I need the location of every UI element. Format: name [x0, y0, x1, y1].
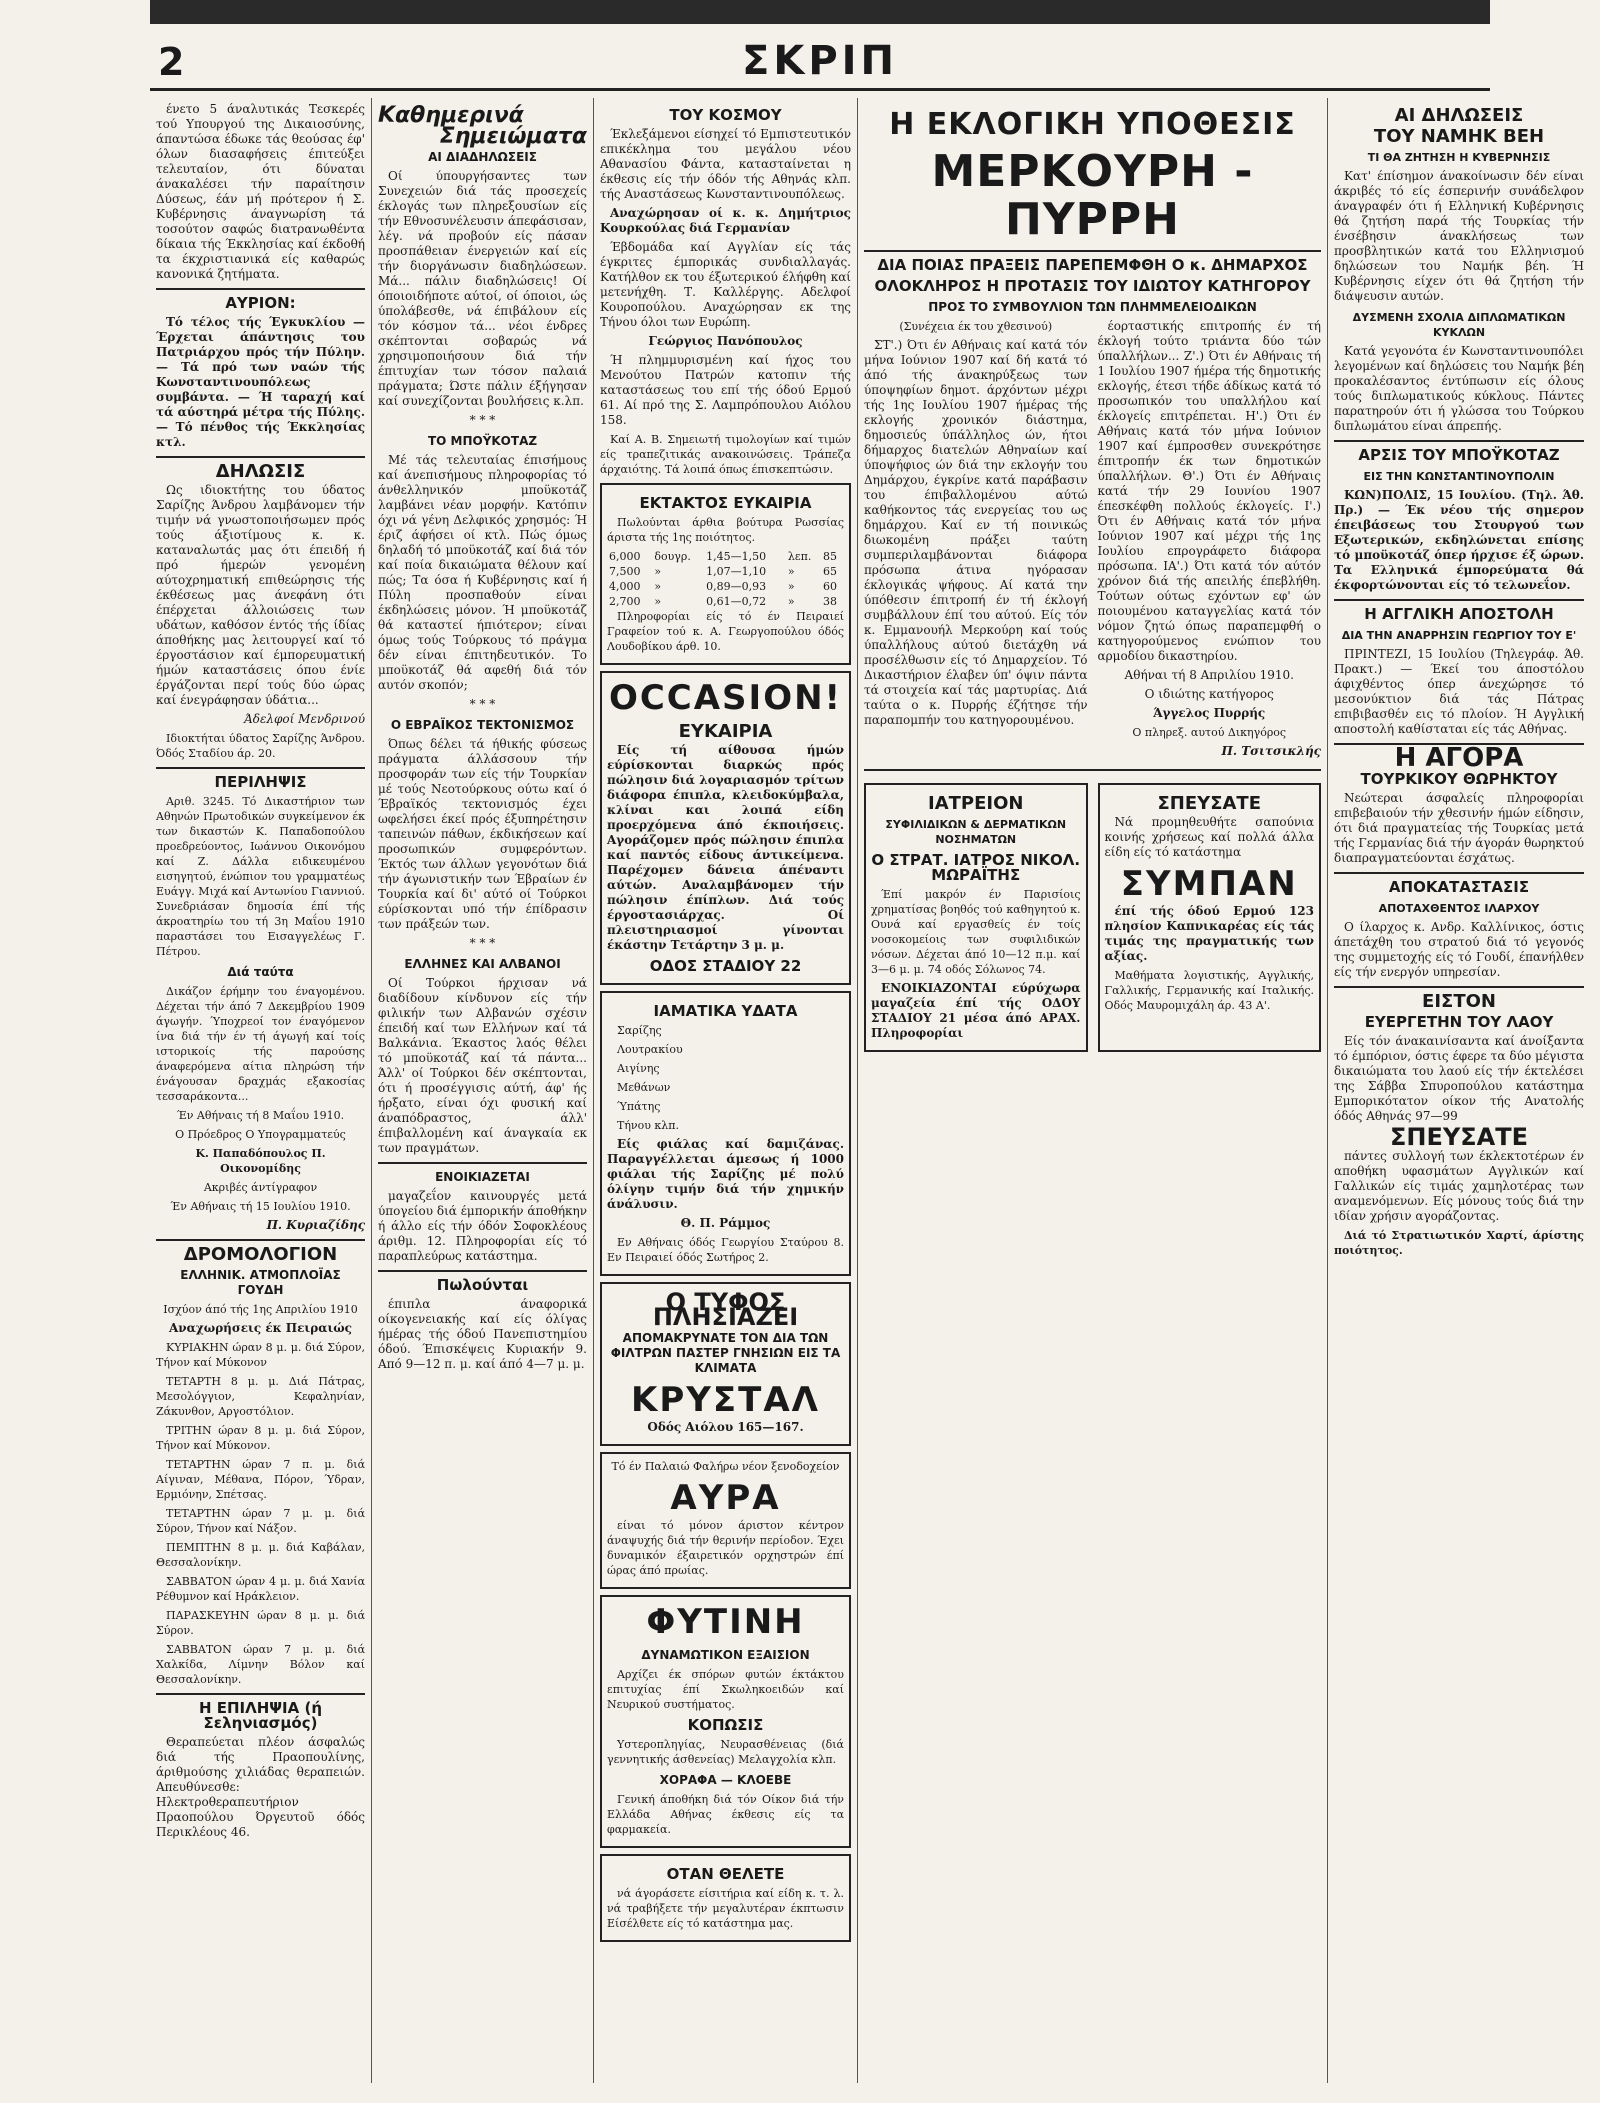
- arsis-text: ΚΩΝ)ΠΟΛΙΣ, 15 Ιουλίου. (Τηλ. Άθ. Πρ.) — Έκ νέου τής σημερον έπειβάσεως του Στουργού των Εξωτερικών, εκδηλώνεται επίσης τό μποϋκοτάζ όπερ ήρχισε έξ ώρων. Τα Ελληνικά έμπορεύματα θά έκφορτώνονται είς τό τελωνεΐον.: [1334, 488, 1584, 592]
- tou-kosmou-text: Έκλεξάμενοι είσηχεί τό Εμπιστευτικόν επικέκλημα του μεγάλου νέου Αθανασίου Φάντα, κατασταίνεται η έκθεσις είς τήν όδόν τής Αθηνάς κλπ. τής Αναστάσεως Κωνσταντινουπόλεως.: [600, 127, 851, 201]
- polountai-heading: Πωλούνται: [436, 1276, 529, 1294]
- column-2: [372, 98, 594, 2083]
- evraikos-text: Όπως δέλει τά ήθικής φύσεως πράγματα άλλάσσουν τήν προσφοράν των είς τήν Τουρκίαν μέ τούς Νεοτούρκους ούτω καί ό Έβραϊκός τεκτονισμός έχει ωφελήσει έκεί πρός έξυπηρέτησιν ταπεινών πάθων, έκδικήσεων καί προσωπικών συμφερόντων. Έκτός των άλλων γεγονότων διά τήν άγωνιστικήν των Έβραίων έν Τουρκία καί δι' αύτό οί Τούρκοι εύρίσκονται υπό τήν έπίδρασιν των πράξεών των.: [378, 737, 587, 931]
- schedule-item: ΤΕΤΑΡΤΗΝ ώραν 7 μ. μ. διά Σύρον, Τήνον καί Νάξον.: [156, 1507, 365, 1535]
- apokatastasis-text: Ο ίλαρχος κ. Ανδρ. Καλλίνικος, όστις άπετάχθη του στρατού διά τό γεγονός της συμμετοχής είς τό Γουδί, έπανήλθεν είς τήν ενεργόν υπηρεσίαν.: [1334, 920, 1584, 979]
- schedule-item: ΠΑΡΑΣΚΕΥΗΝ ώραν 8 μ. μ. διά Σύρον.: [156, 1609, 365, 1637]
- epilipsia-text: Θεραπεύεται πλέον άσφαλώς διά τής Πραοπουλίνης, άριθμούσης χιλιάδας θεραπειών. Απευθύνεσθε: Ηλεκτροθεραπευτήριον Πραοπούλου Όργευτοῦ όδός Περικλέους 46.: [156, 1735, 365, 1839]
- occasion-ad: [600, 671, 851, 985]
- divider: [378, 1162, 587, 1164]
- mathimata-text: Μαθήματα λογιστικής, Αγγλικής, Γαλλικής, Γερμανικής καί Ιταλικής. Οδός Μαυρομιχάλη άρ. 43 Α'.: [1104, 969, 1314, 1012]
- iatreion-ad: [864, 783, 1088, 1052]
- panopoulos-name: Γεώργιος Πανόπουλος: [648, 334, 803, 348]
- anaxorisan-heading: Αναχώρησαν οί κ. κ. Δημήτριος Κουρκούλας διά Γερμανίαν: [600, 206, 851, 235]
- enoikiazetai-text: μαγαζεΐον καινουργές μετά ύπογείου διά έμπορικήν άποθήκην ή άλλο είς τήν όδόν Σοφοκλέους άριθμ. 12. Πληροφορίαι είς τό παραπλεύρως κατάστημα.: [378, 1189, 587, 1263]
- dromologion-heading: ΔΡΟΜΟΛΟΓΙΟΝ: [183, 1244, 338, 1265]
- masthead-title: ΣΚΡΙΠ: [742, 38, 898, 84]
- speusate-text: πάντες συλλογή των έκλεκτοτέρων έν αποθήκη υφασμάτων Αγγλικών καί Γαλλικών είς τιμάς χαμηλοτέρας των αναμενόμενων. Είς μόνους τούς διά την ιδίαν χρήσιν αγοράζοντας.: [1334, 1149, 1584, 1223]
- dia-tauta-heading: Διά ταύτα: [227, 965, 294, 979]
- tyfos-heading: Ο ΤΥΦΟΣ ΠΛΗΣΙΑΖΕΙ: [652, 1288, 799, 1331]
- avrion-text: Τό τέλος τής Έγκυκλίου — Έρχεται άπάντησις του Πατριάρχου πρός τήν Πύλην. — Τά πρό των ναών τής Κωνσταντινουπόλεως συμβάντα. — Ή ταραχή καί τά αύστηρά μέτρα τής Πύλης. — Τό πένθος τής Έκκλησίας κτλ.: [156, 315, 365, 449]
- agora-text: Νεώτεραι άσφαλείς πληροφορίαι επιβεβαιούν τήν χθεσινήν ήμών είδησιν, ότι διά πραγματείας τής Τουρκίας μετά τής Γερμανίας διά τήν άγοράν θωρηκτού διαπραγματεύονται έσχάτως.: [1334, 791, 1584, 865]
- tou-kosmou-heading: ΤΟΥ ΚΟΣΜΟΥ: [669, 106, 782, 124]
- divider: [156, 456, 365, 458]
- schedule-item: ΣΑΒΒΑΤΟΝ ώραν 7 μ. μ. διά Χαλκίδα, Λίμνην Βόλον καί Θεσσαλονίκην.: [156, 1643, 365, 1686]
- perilipsis-heading: ΠΕΡΙΛΗΨΙΣ: [214, 773, 307, 791]
- address: Ιδιοκτήται ύδατος Σαρίζης Άνδρου. Όδός Σταδίου άρ. 20.: [156, 732, 365, 760]
- aggliki-text: ΠΡΙΝΤΕΖΙ, 15 Ιουλίου (Τηλεγράφ. Άθ. Πρακτ.) — Έκεί του άποστόλου άφιχθέντος όπερ άνεχώρησε τό μεσονύκτιον διά τάς Πάτρας επιβιβασθέν εις τό πλοίον. Ή Αγγλική αποστολή καθίσταται είς τάς Αθήνας.: [1334, 647, 1584, 736]
- sumplirosi-text: Ή πλημμυρισμένη καί ήχος του Μενούτου Πατρών κατοπιν τής καταστάσεως του επί τής όδού Ερμού 61. Αί πρό της Σ. Λαμπρόπουλου Αιόλου 158.: [600, 353, 851, 427]
- iamatika-ad: [600, 991, 851, 1276]
- otan-heading: ΟΤΑΝ ΘΕΛΕΤΕ: [666, 1865, 785, 1883]
- sign-date: Αθήναι τή 8 Απριλίου 1910.: [1124, 668, 1294, 682]
- divider: [156, 288, 365, 290]
- article-right-text: έορταστικής επιτροπής έν τή έκλογή τούτο τριάντα δύο τών ύπαλλήλων... Ζ'.) Ότι έν Αθήναις τή 1 Ιουλίου 1907 ήμέρα τής δημοτικής εκλογής, έτεσι τήδε άδίκως κατά τό προσωπικόν του υπαλλήλου καί έκλογείς επιτρέπεται. Η'.) Ότι έν Αθήναις κατά τόν μήνα Ιούνιον 1907 καί έμπροσθεν συνεκρότησε έπιτροπήν έκ των δημοτικών ύπαλλήλων. Θ'.) Ότι έν Αθήναις κατά τήν 29 Ιουνίου 1907 έπεσκέφθη πολλούς έκλογείς. Ι'.) Ότι έν Αθήναις κατά τόν μήνα Ιούνιον 1907 καί μέχρι τής 1ης Ιουλίου επρογράφετο διάφορα πρόσωπα. ΙΑ'.) Ότι κατά τόν αύτόν χρόνον διά τής απειλής έπεβλήθη. Τούτων ούτως εχόντων εφ' ών ποιουμένου καταγγελίας κατά τόν νόμον ζητώ όπως παραπεμφθή ο κατηγορούμενος ενώπιον του αρμοδίου δικαστηρίου.: [1097, 319, 1321, 663]
- odos-stadiou: ΟΔΟΣ ΣΤΑΔΙΟΥ 22: [649, 957, 802, 975]
- tyfos-ad: [600, 1282, 851, 1446]
- mpoukotas-heading: ΤΟ ΜΠΟΫΚΟΤΑΖ: [427, 434, 538, 448]
- krystal-address: Οδός Αιόλου 165—167.: [647, 1420, 804, 1434]
- oikonomiki-text: Καί Α. Β. Σημειωτή τιμολογίων καί τιμών είς τραπεζιτικάς ανακοινώσεις. Τράπεζα άρχαιότης. Τά λοιπά όπως έπισκεπτώσιν.: [600, 433, 851, 476]
- dromologion-date: Ισχύον άπό τής 1ης Απριλίου 1910: [163, 1303, 358, 1316]
- epilipsia-heading: Η ΕΠΙΛΗΨΙΑ (ή Σεληνιασμός): [198, 1699, 322, 1732]
- fytini-ad: [600, 1595, 851, 1848]
- eiston-text: Είς τόν άνακαινίσαντα καί άνοίξαντα τό έμπόριον, όστις έφερε τα δύο μέγιστα δικαιώματα του λαού είς τήν έκτελέσει της Σάββα Σπυροπούλου κατάστημα Εμπορικότατον οίκον τής Ανατολής όδός Αθηνάς 97—99: [1334, 1034, 1584, 1123]
- divider: [156, 1239, 365, 1241]
- occasion-title: OCCASION!: [608, 678, 843, 718]
- iamatika-item: Λουτρακίου: [617, 1043, 683, 1056]
- atra-title: ΑΥΡΑ: [670, 1478, 781, 1518]
- atra-text: είναι τό μόνον άριστον κέντρον άναψυχής διά τήν θερινήν περίοδον. Έχει δυναμικόν έξαιρετικόν ορχηστρών έπί ώρας άπό πρωίας.: [607, 1519, 844, 1577]
- doctor-text: Έπί μακρόν έν Παρισίοις χρηματίσας βοηθός τού καθηγητού κ. Ουνά καί εργασθείς έν τοίς νοσοκομείοις των συφιλιδικών νόσων. Δέχεται άπό 10—12 π.μ. καί 3—6 μ. μ. 74 οδός Σόλωνος 74.: [871, 888, 1081, 976]
- copy-note: Ακριβές άντίγραφον: [203, 1181, 318, 1194]
- eukairia-title: ΕΥΚΑΙΡΙΑ: [678, 721, 773, 742]
- asterisk-divider: * * *: [469, 413, 496, 427]
- iamatika-item: Αιγίνης: [617, 1062, 660, 1075]
- top-black-bar: [150, 0, 1490, 24]
- asterisk-divider: * * *: [469, 936, 496, 950]
- divider: [864, 769, 1321, 771]
- continued-note: (Συνέχεια έκ του χθεσινού): [899, 320, 1053, 333]
- doctor-name: Ο ΣΤΡΑΤ. ΙΑΤΡΟΣ ΝΙΚΟΛ. ΜΩΡΑΪΤΗΣ: [871, 851, 1081, 884]
- ektaktos-text: Πωλούνται άρθια βούτυρα Ρωσσίας άριστα τής 1ης ποιότητος.: [607, 516, 844, 544]
- perilipsis-text: Αριθ. 3245. Τό Δικαστήριον των Αθηνών Πρωτοδικών συγκείμενον έκ των δικαστών Κ. Παπαδοπούλου προεδρεύοντος, Ιωάννου Οικονόμου καί Ζ. Δάλλα ειδικευμένου εισηγητού, ένώπιον του γραμματέως Ευάγγ. Μιχά καί Αντωνίου Γιαννιού. Συνεδριάσαν δημοσία έπί τής άκροατηρίω του τή 3η Μαΐου 1910 παραστάσει του Εισαγγελέως Γ. Πέτρου.: [156, 795, 365, 958]
- article-body: [864, 319, 1321, 763]
- kathimerina-heading: Καθημερινά: [378, 103, 524, 128]
- schedule-list: [156, 1340, 365, 1687]
- krystal-title: ΚΡΥΣΤΑΛ: [631, 1380, 820, 1420]
- simeiomata-heading: Σημειώματα: [439, 124, 587, 149]
- tailor-text: Διά τό Στρατιωτικόν Χαρτί, άρίστης ποιότητος.: [1334, 1229, 1584, 1257]
- avrion-heading: ΑΥΡΙΟΝ:: [225, 294, 296, 312]
- otan-text: νά άγοράσετε είσιτήρια καί είδη κ. τ. λ. νά τραβήξετε τήν μεγαλυτέραν έκπτωσιν Είσέλθετε είς τό κατάστημα μας.: [607, 1887, 844, 1930]
- iamatika-text: Είς φιάλας καί δαμιζάνας. Παραγγέλλεται άμεσως ή 1000 φιάλαι τής Σαρίζης μέ πολύ όλίγην τιμήν διά τήν χημικήν άνάλυσιν.: [607, 1137, 844, 1211]
- intro-text: ένετο 5 άναλυτικάς Τεσκερές τού Υπουργού της Δικαιοσύνης, άπαντώσα έδωκε τάς θεούσας έφ' όλων διασαφήσεις έπιτεύξει τελευταίον, ότι δύναται άνακαλέσει τήν παραίτησιν Δύσεως, έάν μή πρότερον ή Σ. Κυβέρνησις άναγνωρίση τά τοσούτον σαφώς διατρανωθέντα δίκαια τής Έκκλησίας καί έκδοθή τα έκχριστιανικά είς καθαρώς κανονικά ζητήματα.: [156, 102, 365, 281]
- ektaktos-ad: [600, 483, 851, 665]
- ellines-heading: ΕΛΛΗΝΕΣ ΚΑΙ ΑΛΒΑΝΟΙ: [404, 957, 561, 971]
- lawyer-name: Π. Κυριαζίδης: [266, 1218, 365, 1232]
- bottom-ads: [864, 777, 1321, 1058]
- official-names: Κ. Παπαδόπουλος Π. Οικονομίδης: [195, 1147, 326, 1175]
- eiston-subheading: ΕΥΕΡΓΕΤΗΝ ΤΟΥ ΛΑΟΥ: [1364, 1013, 1554, 1031]
- schedule-item: ΤΕΤΑΡΤΗ 8 μ. μ. Διά Πάτρας, Μεσολόγγιον, Κεφαληνίαν, Ζάκυνθον, Αργοστόλιον.: [156, 1375, 365, 1418]
- atra-pre: Τό έν Παλαιώ Φαλήρω νέον ξενοδοχείον: [611, 1460, 840, 1473]
- arsis-subheading: ΕΙΣ ΤΗΝ ΚΩΝΣΤΑΝΤΙΝΟΥΠΟΛΙΝ: [1363, 470, 1555, 483]
- namik-heading: ΤΟΥ ΝΑΜΗΚ ΒΕΗ: [1373, 126, 1545, 147]
- divider: [1334, 599, 1584, 601]
- apokatastasis-subheading: ΑΠΟΤΑΧΘΕΝΤΟΣ ΙΛΑΡΧΟΥ: [1378, 902, 1540, 915]
- namik-subheading: ΤΙ ΘΑ ΖΗΤΗΣΗ Η ΚΥΒΕΡΝΗΣΙΣ: [1367, 151, 1551, 164]
- atra-ad: [600, 1452, 851, 1589]
- dilosis-text: Ως ιδιοκτήτης του ύδατος Σαρίζης Άνδρου λαμβάνομεν τήν τιμήν νά γνωστοποιήσωμεν πρός τούς άξιοτίμους κ. κ. καταναλωτάς μας ότι έπειδή ή πρό ήμερών γενομένη αύτοχρηματική επιθεώρησις τής έκθέσεως μας άνεφάνη ότι έπέρχεται άλλοιώσεις των υδάτων, καθόσον έντός τής ίδίας άποθήκης μας λειτουργεί καί τό έργοστάσιον καί έμπορευματική ήμών καταστάσεις όπου ένίε έργάζονται περί τούς δύο ώρας καί ένεγράφησαν ύδάτια...: [156, 483, 365, 707]
- schedule-item: ΤΡΙΤΗΝ ώραν 8 μ. μ. διά Σύρον, Τήνον καί Μύκονον.: [156, 1424, 365, 1452]
- column-4: [858, 98, 1328, 2083]
- anaxorisan-text: Έβδομάδα καί Αγγλίαν είς τάς έγκριτες έμπορικάς συνδιαλλαγάς. Κατήλθον εκ του έξωτερικού έλήφθη καί μετενήχθη. Τ. Καλλέργης. Αδελφοί Κουροπούλου. Αναχώρησαν εκ της Τήνου όλοι των Ευρώπη.: [600, 240, 851, 329]
- rammos-name: Θ. Π. Ράμμος: [680, 1216, 771, 1230]
- koposis-text: Υστεροπληγίας, Νευρασθένειας (διά γεννητικής άσθενείας) Μελαγχολία κλπ.: [607, 1738, 844, 1766]
- date-2: Έν Αθήναις τή 15 Ιουλίου 1910.: [170, 1200, 351, 1213]
- polountai-text: έπιπλα άναφορικά οίκογενειακής καί είς όλίγας ήμέρας τής όδού Πανεπιστημίου όδού. Έπισκέψεις Κυριακήν 9. Από 9—12 π. μ. καί άπό 4—7 μ. μ.: [378, 1297, 587, 1371]
- schedule-item: ΠΕΜΠΤΗΝ 8 μ. μ. διά Καβάλαν, Θεσσαλονίκην.: [156, 1541, 365, 1569]
- article-left-column: [864, 319, 1088, 763]
- fytini-text: Αρχίζει έκ σπόρων φυτών έκτάκτου επιτυχίας έπί Σκωληκοειδών καί Νευρικού συστήματος.: [607, 1668, 844, 1711]
- main-headline: Η ΕΚΛΟΓΙΚΗ ΥΠΟΘΕΣΙΣ: [889, 107, 1296, 142]
- dysmeni-text: Κατά γεγονότα έν Κωνσταντινουπόλει λεγομένων καί δηλώσεις του Ναμήκ βέη προκαλέσαντος έντύπωσιν είς όλους τούς διπλωματικούς κύκλους. Πάντες παρατηρούν ότι ή γλώσσα του Τούρκου διπλωμάτου είναι άπρεπής.: [1334, 344, 1584, 433]
- page-header: [150, 38, 1490, 91]
- speusate-heading: ΣΠΕΥΣΑΤΕ: [1390, 1123, 1528, 1151]
- speusate-heading: ΣΠΕΥΣΑΤΕ: [1157, 793, 1261, 814]
- apokatastasis-heading: ΑΠΟΚΑΤΑΣΤΑΣΙΣ: [1388, 878, 1530, 896]
- page-number: 2: [158, 40, 185, 84]
- lawyer-name: Π. Τσιτσικλής: [1221, 744, 1321, 758]
- enoikiazontai-text: ΕΝΟΙΚΙΑΖΟΝΤΑΙ εύρύχωρα μαγαζεία έπί τής ΟΔΟΥ ΣΤΑΔΙΟΥ 21 μέσα άπό ΑΡΑΧ. Πληροφορίαι: [871, 981, 1081, 1040]
- iamatika-item: Ύπάτης: [617, 1100, 661, 1113]
- iatreion-heading: ΙΑΤΡΕΙΟΝ: [928, 793, 1024, 814]
- prices-note: Πληροφορίαι είς τό έν Πειραιεί Γραφείον τού κ. Α. Γεωργοπούλου όδός Λουδοβίκου άρθ. 10.: [607, 610, 844, 653]
- main-headline-names: ΜΕΡΚΟΥΡΗ - ΠΥΡΡΗ: [931, 146, 1254, 245]
- table-row: 6,000 δουγρ. 1,45—1,50 λεπ. 85: [609, 550, 837, 563]
- dromologion-subheading: ΕΛΛΗΝΙΚ. ΑΤΜΟΠΛΟΪΑΣ ΓΟΥΔΗ: [180, 1268, 341, 1297]
- arsis-heading: ΑΡΣΙΣ ΤΟΥ ΜΠΟΫΚΟΤΑΖ: [1358, 446, 1560, 464]
- aggliki-heading: Η ΑΓΓΛΙΚΗ ΑΠΟΣΤΟΛΗ: [1364, 605, 1554, 623]
- divider: [156, 767, 365, 769]
- lawyer-label: Ο πληρεξ. αυτού Δικηγόρος: [1132, 726, 1287, 739]
- ektaktos-heading: ΕΚΤΑΚΤΟΣ ΕΥΚΑΙΡΙΑ: [639, 494, 812, 512]
- evraikos-heading: Ο ΕΒΡΑΪΚΟΣ ΤΕΚΤΟΝΙΣΜΟΣ: [390, 718, 575, 732]
- iamatika-heading: ΙΑΜΑΤΙΚΑ ΥΔΑΤΑ: [653, 1002, 798, 1020]
- article-left-text: ΣΤ'.) Ότι έν Αθήναις καί κατά τόν μήνα Ιούνιον 1907 καί δή κατά τό άπό τής άνακηρύξεως των ύποψηφίων δημοτ. άρχόντων μέχρι τής 1ης Ιουλίου 1907 ήμέρας τής εκλογής χρονικόν διάστημα, δημοσιεύς ύπάλληλος ών, ήτοι δήμαρχος διατελών Αθηναίων καί ύποψήφιος ών διά την εκλογήν του Δημάρχου, έγκρίνε κατά παράβασιν του έπιβαλλομένου αύτώ καθήκοντος τάς ενεργείας του ως δημάρχου. Καί εν τή ποινικώς διωκομένη πράξει ταύτη συμπεριλαμβάνονται διάφορα πρόσωπα άτινα ηγόρασαν έκλογικάς ψήφους. Αί κατά την ύπόθεσιν έπιτροπή έν τή έκλογή συμβάλλουν έπί του αύτού. Είς τόν κ. Εμμανουήλ Μερκούρη καί τούς ύπαλλήλους αύτού διετάχθη νά προσέλθωσιν είς τό Δημαρχείον. Τό Δικαστήριον έλαβεν ύπ' όψιν πάντα τά στοιχεία καί τάς μαρτυρίας. Διά ταύτα ο κ. Πυρρής έζήτησε τήν παραπομπήν του κατηγορουμένου.: [864, 338, 1088, 727]
- kloeve-title: ΧΟΡΑΦΑ — ΚΛΟΕΒΕ: [659, 1773, 792, 1787]
- subheadline-2: ΟΛΟΚΛΗΡΟΣ Η ΠΡΟΤΑΣΙΣ ΤΟΥ ΙΔΙΩΤΟΥ ΚΑΤΗΓΟΡΟΥ: [874, 277, 1311, 295]
- occasion-text: Είς τή αίθουσα ήμών εύρίσκονται διαρκώς πρός πώλησιν διά λογαριασμόν τρίτων διάφορα έπιπλα, κλειδοκύμβαλα, κλίναι και λοιπά είδη προερχόμενα άπό έκποιήσεις. Αγοράζομεν πρός πώλησιν έπιπλα καί παντός είδους άντικείμενα. Παρέχομεν δάνεια άπέναντι αύτών. Αναλαμβάνομεν τήν πώλησιν έπίπλων. Διά τούς έργοστασιάρχας. Οί πλειστηριασμοί γίνονται έκάστην Τετάρτην 3 μ. μ.: [607, 743, 844, 952]
- divider: [378, 1270, 587, 1272]
- ellines-text: Οί Τούρκοι ήρχισαν νά διαδίδουν κίνδυνον είς τήν φιλικήν των Αλβανών σχέσιν έπειδή καί των Ελλήνων καί τά Βαλκάνια. Έκαστος λαός θέλει τό μποϋκοτάζ καί τά πάντα... Άλλ' οί Τούρκοι δέν σκέπτονται, ότι ή προσέγγισις αύτή, άφ' ής ήρξατο, είναι όχι φυσική καί άναπόδραστος, άλλ' έπιβαλλομένη καί άναγκαία εκ των πραγμάτων.: [378, 976, 587, 1155]
- dia-tauta-text: Δικάζον έρήμην του έναγομένου. Δέχεται τήν άπό 7 Δεκεμβρίου 1909 άγωγήν. Ύποχρεοί τον έναγόμενον ίνα διά τήν έν τή άγωγή καί τοίς ιστορικοίς τής παρούσης άναφερόμενα αίτια πληρώση τήν ένάγουσαν δραχμάς εξακοσίας τεσσαράκοντα...: [156, 985, 365, 1103]
- diadiloseis-text: Οί ύπουργήσαντες των Συνεχειών διά τάς προσεχείς έκλογάς των πληρεξουσίων είς τήν Εθνοσυνέλευσιν άπεφάσισαν, λέγ. νά προβούν είς πάσαν προσπάθειαν ένεργειών καί είς τήν διοργάνωσιν διαδηλώσεων. Μά... πάλιν διαδηλώσεις! Οί όποιοιδήποτε αύτοί, οί όποιοι, ώς ύπολάβεσθε, νά έπιβάλουν είς τόν κόσμον τά... νέοι ένδρες σκέπτονται σοβαρώς νά χρησιμοποιήσουν διά τήν έπιτυχίαν των τόσον παλαιά πράγματα; Ώστε πάλιν έξήγησαν καί συνεχίζονται βουλήσεις κ.λπ.: [378, 169, 587, 408]
- anaxoriseis-heading: Αναχωρήσεις έκ Πειραιώς: [169, 1321, 352, 1335]
- kloeve-text: Γενική άποθήκη διά τόν Οίκον διά τήν Ελλάδα Αθήνας έκθεσις είς τα φαρμακεία.: [607, 1793, 844, 1836]
- column-5: [1328, 98, 1590, 2083]
- tyfos-subheading: ΑΠΟΜΑΚΡΥΝΑΤΕ ΤΟΝ ΔΙΑ ΤΩΝ ΦΙΛΤΡΩΝ ΠΑΣΤΕΡ ΓΝΗΣΙΩΝ ΕΙΣ ΤΑ ΚΛΙΜΑΤΑ: [610, 1331, 841, 1375]
- symban-text: έπί τής όδού Ερμού 123 πλησίον Καπνικαρέας είς τάς τιμάς της πραγματικής των αξίας.: [1104, 904, 1314, 963]
- divider: [864, 250, 1321, 252]
- otan-ad: [600, 1854, 851, 1942]
- divider: [156, 1693, 365, 1695]
- iamatika-item: Μεθάνων: [617, 1081, 671, 1094]
- iamatika-item: Σαρίζης: [617, 1024, 662, 1037]
- asterisk-divider: * * *: [469, 697, 496, 711]
- signature: Άδελφοί Μενδρινού: [244, 712, 365, 726]
- schedule-item: ΤΕΤΑΡΤΗΝ ώραν 7 π. μ. διά Αίγιναν, Μέθανα, Πόρον, Ύδραν, Ερμιόνην, Σπέτσας.: [156, 1458, 365, 1501]
- agora-heading: Η ΑΓΟΡΑ: [1394, 743, 1524, 773]
- symban-title: ΣΥΜΠΑΝ: [1120, 864, 1298, 904]
- column-3: [594, 98, 858, 2083]
- diadiloseis-heading: ΑΙ ΔΙΑΔΗΛΩΣΕΙΣ: [428, 150, 537, 164]
- divider: [1334, 986, 1584, 988]
- fytini-subtitle: ΔΥΝΑΜΩΤΙΚΟΝ ΕΞΑΙΣΙΟΝ: [641, 1648, 810, 1662]
- subheadline-1: ΔΙΑ ΠΟΙΑΣ ΠΡΑΞΕΙΣ ΠΑΡΕΠΕΜΦΘΗ Ο κ. ΔΗΜΑΡΧΟΣ: [877, 256, 1308, 274]
- dysmeni-heading: ΔΥΣΜΕΝΗ ΣΧΟΛΙΑ ΔΙΠΛΩΜΑΤΙΚΩΝ ΚΥΚΛΩΝ: [1352, 311, 1566, 339]
- divider: [1334, 872, 1584, 874]
- table-row: 4,000 » 0,89—0,93 » 60: [609, 580, 837, 593]
- divider: [1334, 440, 1584, 442]
- speusate-text: Νά προμηθευθήτε σαπούνια κοινής χρήσεως καί πολλά άλλα είδη είς τό κατάστημα: [1104, 815, 1314, 859]
- fytini-title: ΦΥΤΙΝΗ: [646, 1602, 805, 1642]
- mpoukotas-text: Μέ τάς τελευταίας έπισήμους καί άνεπισήμους πληροφορίας τό άνθελληνικόν μποϋκοτάζ λαμβάνει νέαν μορφήν. Κατόπιν όχι νά γένη Δελφικός χρησμός: Ή έριζ άφήσει οί κτλ. Πώς όμως δηλαδή τό μποϋκοτάζ καί διά τόν καί ποία δικαιώματα θέλουν καί πώς; Τα όσα ή Κυβέρνησις καί ή Πύλη προσπαθούν είναι έκδηλώσεις μόνον. Ή μποϋκοτάζ θά καταστεί ήπιότερον; είναι όμως τούς Τούρκους τό πράγμα δέν είναι έπιτηδευτικόν. Το μποϋκοτάζ θά αφεθή διά τόν αυτόν σκοπόν;: [378, 453, 587, 692]
- column-1: [150, 98, 372, 2083]
- iatreion-subheading: ΣΥΦΙΛΙΔΙΚΩΝ & ΔΕΡΜΑΤΙΚΩΝ ΝΟΣΗΜΑΤΩΝ: [885, 818, 1067, 846]
- dilosis-heading: ΔΗΛΩΣΙΣ: [215, 461, 306, 482]
- eiston-heading: ΕΙΣΤΟΝ: [1422, 991, 1496, 1012]
- koposis-title: ΚΟΠΩΣΙΣ: [687, 1716, 764, 1734]
- price-table: [607, 549, 844, 609]
- rammos-address: Εν Αθήναις όδός Γεωργίου Σταύρου 8. Εν Πειραιεί όδός Σωτήρος 2.: [607, 1236, 844, 1264]
- subheadline-3: ΠΡΟΣ ΤΟ ΣΥΜΒΟΥΛΙΟΝ ΤΩΝ ΠΛΗΜΜΕΛΕΙΟΔΙΚΩΝ: [928, 300, 1257, 314]
- table-row: 2,700 » 0,61—0,72 » 38: [609, 595, 837, 608]
- date-1: Έν Αθήναις τή 8 Μαΐου 1910.: [176, 1109, 345, 1122]
- schedule-item: ΣΑΒΒΑΤΟΝ ώραν 4 μ. μ. διά Χανία Ρέθυμνον καί Ηράκλειον.: [156, 1575, 365, 1603]
- agora-subheading: ΤΟΥΡΚΙΚΟΥ ΘΩΡΗΚΤΟΥ: [1360, 770, 1558, 788]
- namik-text: Κατ' έπίσημον άνακοίνωσιν δέν είναι άκριβές τό είς έσπερινήν συνάδελφον άναγραφέν ότι ή Ελληνική Κυβέρνησις θά ζητήση παρά τής Τουρκίας τήν ένσέβησιν άνακλήσεως των προσβλητικών κατά του Ελληνισμού δηλώσεων του Ναμήκ βέη. Ή Κυβέρνησις είχεν ότι θά ζητήση τήν διάψευσιν αυτών.: [1334, 169, 1584, 303]
- accuser-label: Ο ιδιώτης κατήγορος: [1144, 687, 1274, 701]
- iamatika-item: Τήνου κλπ.: [617, 1119, 679, 1132]
- accuser-name: Άγγελος Πυρρής: [1153, 706, 1266, 720]
- schedule-item: ΚΥΡΙΑΚΗΝ ώραν 8 μ. μ. διά Σύρον, Τήνον καί Μύκονον: [156, 1341, 365, 1369]
- enoikiazetai-heading: ΕΝΟΙΚΙΑΖΕΤΑΙ: [435, 1170, 530, 1184]
- speusate-ad: [1098, 783, 1322, 1052]
- officials: Ο Πρόεδρος Ο Υπογραμματεύς: [175, 1128, 346, 1141]
- article-right-column: [1098, 319, 1322, 763]
- table-row: 7,500 » 1,07—1,10 » 65: [609, 565, 837, 578]
- aggliki-subheading: ΔΙΑ ΤΗΝ ΑΝΑΡΡΗΣΙΝ ΓΕΩΡΓΙΟΥ ΤΟΥ Ε': [1341, 629, 1577, 642]
- dilosis-heading: ΑΙ ΔΗΛΩΣΕΙΣ: [1394, 105, 1524, 126]
